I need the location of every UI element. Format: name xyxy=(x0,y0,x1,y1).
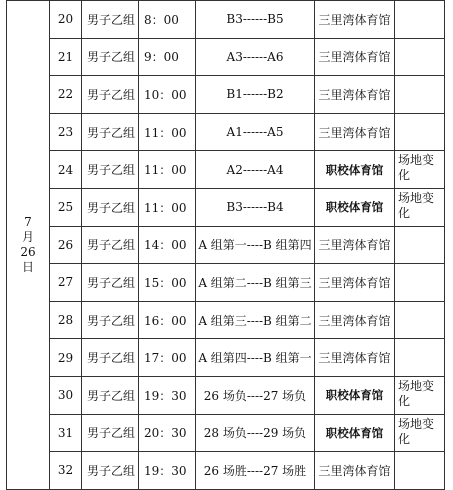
table-row xyxy=(7,264,445,302)
match-cell: A 组第一----B 组第四 xyxy=(196,226,315,264)
match-cell: 26 场胜----27 场胜 xyxy=(196,452,315,490)
table-row xyxy=(7,226,445,264)
table-row xyxy=(7,188,445,226)
match-number-cell: 30 xyxy=(50,376,82,414)
note-cell: 场地变化 xyxy=(395,376,445,414)
match-number-cell: 26 xyxy=(50,226,82,264)
note-cell: 场地变化 xyxy=(395,188,445,226)
match-number-cell: 32 xyxy=(50,452,82,490)
match-number-cell: 31 xyxy=(50,414,82,452)
match-cell: 28 场负----29 场负 xyxy=(196,414,315,452)
table-row xyxy=(7,38,445,76)
venue-cell: 三里湾体育馆 xyxy=(315,76,395,114)
match-cell: B1------B2 xyxy=(196,76,315,114)
match-cell: 26 场负----27 场负 xyxy=(196,376,315,414)
note-cell xyxy=(395,38,445,76)
group-cell: 男子乙组 xyxy=(82,113,139,151)
venue-cell: 三里湾体育馆 xyxy=(315,301,395,339)
match-number-cell: 28 xyxy=(50,301,82,339)
group-cell: 男子乙组 xyxy=(82,452,139,490)
note-cell: 场地变化 xyxy=(395,151,445,189)
time-cell: 10：00 xyxy=(139,76,196,114)
table-row xyxy=(7,301,445,339)
date-part: 日 xyxy=(21,259,34,274)
match-number-cell: 23 xyxy=(50,113,82,151)
note-cell: 场地变化 xyxy=(395,414,445,452)
match-number-cell: 21 xyxy=(50,38,82,76)
time-cell: 8：00 xyxy=(139,1,196,39)
match-cell: A 组第三----B 组第二 xyxy=(196,301,315,339)
group-cell: 男子乙组 xyxy=(82,339,139,377)
match-cell: A2------A4 xyxy=(196,151,315,189)
time-cell: 16：00 xyxy=(139,301,196,339)
match-number-cell: 20 xyxy=(50,1,82,39)
venue-cell: 职校体育馆 xyxy=(315,376,395,414)
time-cell: 19：30 xyxy=(139,452,196,490)
time-cell: 11：00 xyxy=(139,188,196,226)
venue-cell: 三里湾体育馆 xyxy=(315,113,395,151)
venue-cell: 三里湾体育馆 xyxy=(315,264,395,302)
time-cell: 14：00 xyxy=(139,226,196,264)
date-part: 月 xyxy=(21,229,34,244)
match-number-cell: 25 xyxy=(50,188,82,226)
group-cell: 男子乙组 xyxy=(82,414,139,452)
group-cell: 男子乙组 xyxy=(82,264,139,302)
match-number-cell: 29 xyxy=(50,339,82,377)
match-cell: A3------A6 xyxy=(196,38,315,76)
venue-cell: 三里湾体育馆 xyxy=(315,452,395,490)
group-cell: 男子乙组 xyxy=(82,1,139,39)
group-cell: 男子乙组 xyxy=(82,76,139,114)
group-cell: 男子乙组 xyxy=(82,151,139,189)
venue-cell: 职校体育馆 xyxy=(315,414,395,452)
note-cell xyxy=(395,264,445,302)
table-row xyxy=(7,376,445,414)
group-cell: 男子乙组 xyxy=(82,38,139,76)
date-part: 26 xyxy=(20,244,36,259)
match-cell: A 组第四----B 组第一 xyxy=(196,339,315,377)
table-row xyxy=(7,339,445,377)
table-row xyxy=(7,76,445,114)
time-cell: 15：00 xyxy=(139,264,196,302)
date-cell xyxy=(7,1,50,490)
group-cell: 男子乙组 xyxy=(82,226,139,264)
venue-cell: 三里湾体育馆 xyxy=(315,339,395,377)
table-row xyxy=(7,1,445,39)
venue-cell: 三里湾体育馆 xyxy=(315,38,395,76)
match-number-cell: 22 xyxy=(50,76,82,114)
time-cell: 20：30 xyxy=(139,414,196,452)
group-cell: 男子乙组 xyxy=(82,188,139,226)
note-cell xyxy=(395,339,445,377)
time-cell: 17：00 xyxy=(139,339,196,377)
match-number-cell: 27 xyxy=(50,264,82,302)
note-cell xyxy=(395,301,445,339)
match-cell: B3------B5 xyxy=(196,1,315,39)
venue-cell: 三里湾体育馆 xyxy=(315,1,395,39)
note-cell xyxy=(395,1,445,39)
table-row xyxy=(7,113,445,151)
venue-cell: 职校体育馆 xyxy=(315,151,395,189)
table-row xyxy=(7,151,445,189)
schedule-table xyxy=(6,0,445,490)
venue-cell: 三里湾体育馆 xyxy=(315,226,395,264)
group-cell: 男子乙组 xyxy=(82,301,139,339)
table-row xyxy=(7,452,445,490)
time-cell: 11：00 xyxy=(139,113,196,151)
match-cell: B3------B4 xyxy=(196,188,315,226)
match-number-cell: 24 xyxy=(50,151,82,189)
schedule-body xyxy=(7,1,445,490)
match-cell: A1------A5 xyxy=(196,113,315,151)
table-row xyxy=(7,414,445,452)
note-cell xyxy=(395,452,445,490)
venue-cell: 职校体育馆 xyxy=(315,188,395,226)
note-cell xyxy=(395,226,445,264)
group-cell: 男子乙组 xyxy=(82,376,139,414)
note-cell xyxy=(395,76,445,114)
match-cell: A 组第二----B 组第三 xyxy=(196,264,315,302)
date-part: 7 xyxy=(24,214,32,229)
time-cell: 19：30 xyxy=(139,376,196,414)
time-cell: 11：00 xyxy=(139,151,196,189)
time-cell: 9：00 xyxy=(139,38,196,76)
note-cell xyxy=(395,113,445,151)
